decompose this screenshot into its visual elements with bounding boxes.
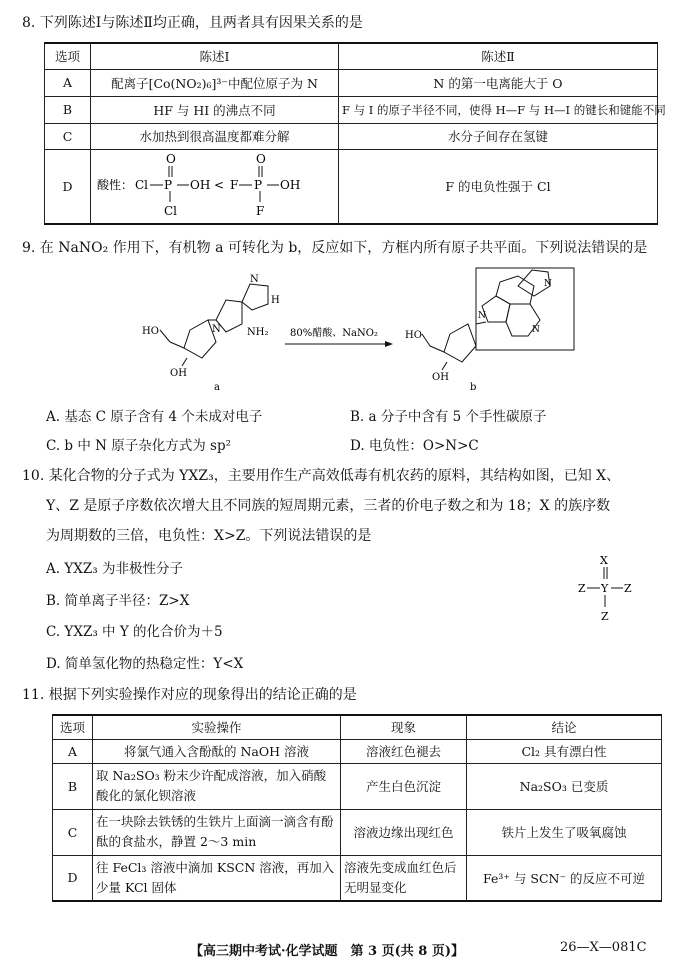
q9-option-d[interactable]: D. 电负性：O>N>C xyxy=(350,438,479,454)
bond-line xyxy=(182,358,187,366)
conclusion-cell: 铁片上发生了吸氧腐蚀 xyxy=(467,809,662,855)
atom-label: O xyxy=(256,151,266,166)
q9-option-a[interactable]: A. 基态 C 原子含有 4 个未成对电子 xyxy=(46,409,263,425)
statement-2: 水分子间存在氢键 xyxy=(339,123,658,149)
phenomenon-cell: 溶液边缘出现红色 xyxy=(341,809,467,855)
conclusion-cell: Na₂SO₃ 已变质 xyxy=(467,763,662,809)
option-label: A xyxy=(45,69,91,96)
atom-label: Z xyxy=(601,610,609,623)
conclusion-cell: Fe³⁺ 与 SCN⁻ 的反应不可逆 xyxy=(467,855,662,901)
atom-label: Y xyxy=(601,582,609,595)
table-row xyxy=(45,96,658,123)
atom-label: N xyxy=(250,274,259,285)
reagent-label: 80%醋酸、NaNO₂ xyxy=(290,328,378,339)
bond-line xyxy=(442,362,447,370)
header-statement-1: 陈述Ⅰ xyxy=(91,43,339,69)
q10-stem-line2: Y、Z 是原子序数依次增大且不同族的短周期元素，三者的价电子数之和为 18；X 的族序数 xyxy=(46,498,611,514)
header-conclusion: 结论 xyxy=(467,715,662,739)
statement-2: F 的电负性强于 Cl xyxy=(339,149,658,224)
q10-stem-line3: 为周期数的三倍，电负性：X>Z。下列说法错误的是 xyxy=(46,528,372,544)
header-option: 选项 xyxy=(45,43,91,69)
option-label: A xyxy=(53,739,93,763)
header-option: 选项 xyxy=(53,715,93,739)
ho-label: HO xyxy=(142,326,159,337)
atom-label: OH xyxy=(190,177,211,192)
bond-line xyxy=(160,330,170,342)
option-label: D xyxy=(45,149,91,224)
operation-cell: 往 FeCl₃ 溶液中滴加 KSCN 溶液，再加入少量 KCl 固体 xyxy=(93,855,341,901)
phenomenon-cell: 溶液先变成血红色后无明显变化 xyxy=(341,855,467,901)
oh-label: OH xyxy=(170,368,187,379)
atom-label: Cl xyxy=(135,177,149,192)
option-label: D xyxy=(53,855,93,901)
option-label: C xyxy=(53,809,93,855)
acid-structures-diagram xyxy=(91,150,339,220)
option-label: B xyxy=(53,763,93,809)
page-footer-title: 【高三期中考试·化学试题 第 3 页(共 8 页)】 xyxy=(190,944,465,959)
yxz3-structure xyxy=(570,550,640,624)
atom-label: N xyxy=(532,325,540,335)
q9-option-b[interactable]: B. a 分子中含有 5 个手性碳原子 xyxy=(350,409,547,425)
atom-label: X xyxy=(600,554,608,567)
table-header-row xyxy=(53,715,662,739)
label-a: a xyxy=(214,382,220,393)
table-header-row xyxy=(45,43,658,69)
table-row xyxy=(53,809,662,855)
q8-table xyxy=(44,42,666,225)
ring-bond xyxy=(482,296,510,322)
table-row xyxy=(45,69,658,96)
page-footer-code: 26—X—081C xyxy=(560,940,647,955)
conclusion-cell: Cl₂ 具有漂白性 xyxy=(467,739,662,763)
option-label: B xyxy=(45,96,91,123)
acidity-prefix: 酸性： xyxy=(97,177,134,192)
header-phenomenon: 现象 xyxy=(341,715,467,739)
atom-label: N xyxy=(212,324,221,335)
atom-label: OH xyxy=(280,177,301,192)
ring-bond xyxy=(496,276,534,304)
arrowhead-icon xyxy=(385,341,393,347)
ring-bond xyxy=(444,324,476,362)
q10-option-a[interactable]: A. YXZ₃ 为非极性分子 xyxy=(46,561,183,577)
reaction-scheme xyxy=(130,262,650,396)
q9-stem: 9. 在 NaNO₂ 作用下，有机物 a 可转化为 b，反应如下，方框内所有原子共平面。下列说法错误的是 xyxy=(22,240,648,256)
operation-cell: 取 Na₂SO₃ 粉末少许配成溶液，加入硝酸酸化的氯化钡溶液 xyxy=(93,763,341,809)
table-row xyxy=(53,855,662,901)
atom-label: N xyxy=(478,311,486,321)
atom-label: Z xyxy=(624,582,632,595)
atom-label: F xyxy=(256,203,265,218)
operation-cell: 在一块除去铁锈的生铁片上面滴一滴含有酚酞的食盐水，静置 2～3 min xyxy=(93,809,341,855)
table-row xyxy=(45,123,658,149)
statement-1-formula xyxy=(91,149,339,224)
ho-label: HO xyxy=(405,330,422,341)
phenomenon-cell: 产生白色沉淀 xyxy=(341,763,467,809)
atom-label: P xyxy=(164,177,173,192)
ring-bond xyxy=(242,284,268,310)
q8-stem: 8. 下列陈述Ⅰ与陈述Ⅱ均正确，且两者具有因果关系的是 xyxy=(22,15,363,31)
q10-option-c[interactable]: C. YXZ₃ 中 Y 的化合价为＋5 xyxy=(46,624,223,640)
atom-label: N xyxy=(544,279,552,289)
nh2-label: NH₂ xyxy=(247,327,269,338)
q10-option-d[interactable]: D. 简单氢化物的热稳定性：Y<X xyxy=(46,656,244,672)
atom-label: P xyxy=(254,177,263,192)
phenomenon-cell: 溶液红色褪去 xyxy=(341,739,467,763)
q11-stem: 11. 根据下列实验操作对应的现象得出的结论正确的是 xyxy=(22,687,357,703)
header-operation: 实验操作 xyxy=(93,715,341,739)
q9-option-c[interactable]: C. b 中 N 原子杂化方式为 sp² xyxy=(46,438,232,454)
table-row xyxy=(53,739,662,763)
bond-line xyxy=(430,346,444,352)
atom-label: O xyxy=(166,151,176,166)
oh-label: OH xyxy=(432,372,449,383)
label-b: b xyxy=(470,382,477,393)
statement-1: HF 与 HI 的沸点不同 xyxy=(91,96,339,123)
table-row xyxy=(53,763,662,809)
operation-cell: 将氯气通入含酚酞的 NaOH 溶液 xyxy=(93,739,341,763)
less-than-sign: < xyxy=(214,177,225,192)
statement-2: N 的第一电离能大于 O xyxy=(339,69,658,96)
option-label: C xyxy=(45,123,91,149)
table-row xyxy=(45,149,658,224)
atom-label: Z xyxy=(578,582,586,595)
statement-2: F 与 I 的原子半径不同，使得 H—F 与 H—I 的键长和键能不同 xyxy=(339,96,658,123)
statement-1: 水加热到很高温度都难分解 xyxy=(91,123,339,149)
q10-stem-line1: 10. 某化合物的分子式为 YXZ₃，主要用作生产高效低毒有机农药的原料，其结构如图，已知 X、 xyxy=(22,468,621,484)
atom-label: H xyxy=(271,295,280,306)
atom-label: Cl xyxy=(164,203,178,218)
bond-line xyxy=(422,334,430,346)
statement-1: 配离子[Co(NO₂)₆]³⁻中配位原子为 N xyxy=(91,69,339,96)
q10-option-b[interactable]: B. 简单离子半径：Z>X xyxy=(46,593,190,609)
q11-table xyxy=(52,714,662,902)
atom-label: F xyxy=(230,177,239,192)
header-statement-2: 陈述Ⅱ xyxy=(339,43,658,69)
bond-line xyxy=(170,342,184,348)
bond-line xyxy=(476,322,486,324)
